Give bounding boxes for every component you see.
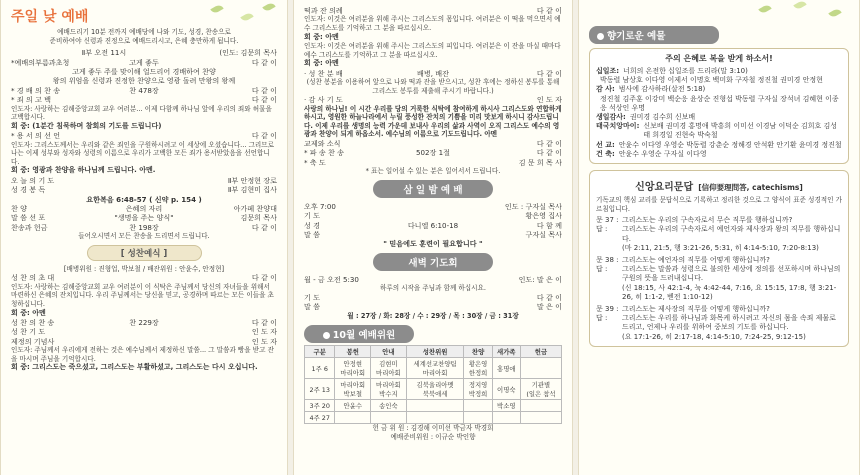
order-row-leader: 인 도 자 [251, 327, 277, 337]
order-row-content [91, 131, 197, 140]
table-cell: 안정현 마리아회 [335, 358, 371, 379]
order-row-leader: 아가페 찬양대 [233, 204, 277, 214]
order-row-content: 은혜의 자리 [125, 204, 163, 214]
page-title: 주일 낮 예배 [11, 9, 89, 25]
catechism-text: (마 2:11, 21:5, 행 3:21-26, 5:31, 히 4:14-5:10, 7:20-8:13) [622, 243, 819, 252]
catechism-text: 그리스도는 우리의 구속자로서 예언자와 제사장과 왕의 직무를 행하십니다. [622, 225, 841, 243]
order-row-leader: 다 같 이 [251, 318, 277, 328]
wednesday-sermon-title: " 믿음에도 훈련이 필요합니다 " [383, 239, 483, 249]
catechism-line [596, 333, 842, 342]
congregation-response: 회 중: 그리스도는 죽으셨고, 그리스도는 부활하셨고, 그리스도는 다시 오십니다. [11, 363, 258, 372]
order-row-label: 오 늘 의 기 도 [11, 175, 55, 185]
catechism-subtitle: [信仰要理問答, catechisms] [698, 183, 803, 193]
order-row-content: 찬 198장 [129, 222, 159, 232]
wednesday-row-leader: 다 함 께 [536, 220, 562, 230]
catechism-label [596, 244, 622, 253]
order-row-label: * 죄 의 고 백 [11, 95, 51, 105]
offering-category: 건 축: [596, 149, 615, 158]
bulletin-page-3 [578, 0, 860, 475]
wednesday-row-label: 말 씀 [304, 230, 320, 239]
dawn-row-label: 기 도 [304, 292, 320, 302]
offering-category: 선 교: [596, 140, 615, 149]
order-row-leader: 인 도 자 [536, 95, 562, 105]
order-row-leader [235, 76, 277, 85]
table-cell: 1주 6 [305, 358, 335, 379]
wednesday-row-content: 다니엘 6:10-18 [407, 220, 459, 230]
order-row-leader: 다 같 이 [251, 273, 277, 283]
order-row [304, 148, 562, 157]
order-row-leader: 인 도 자 [251, 336, 277, 346]
prep-committee: 예배준비위원 : 이규순 박인향 [390, 432, 476, 441]
order-row [11, 58, 277, 67]
order-row-leader: 다 같 이 [251, 222, 277, 232]
order-row-label [11, 76, 53, 85]
table-cell [492, 412, 520, 424]
offering-names: 범사에 감사하라(살전 5:18) [618, 85, 706, 94]
order-row-content [384, 6, 482, 15]
dawn-row [304, 302, 562, 311]
bread-text: 인도자: 이것은 여러분을 위해 주시는 그리스도의 몸입니다. 여러분은 이 떡을 먹으면서 예수 그리스도를 기억하고 그 분을 따르십시오. [304, 15, 561, 32]
wednesday-row-label: 기 도 [304, 211, 320, 221]
dawn-row-content [384, 302, 482, 311]
order-row [304, 95, 562, 104]
offering-names: 권미경 김수희 신보배 [629, 113, 696, 122]
offering-names: 안윤수 이다영 우영순 박동렬 강춘순 정해경 안석환 안기환 윤미경 정진철 [618, 140, 842, 149]
catechism-line [596, 305, 842, 314]
order-row-leader [216, 67, 277, 76]
table-cell: 마리아회 박보철 [335, 379, 371, 400]
order-row-label [11, 67, 72, 76]
bullet-icon [597, 33, 604, 40]
order-row-label: 찬 양 [11, 204, 27, 214]
offering-committee: 헌 금 위 원 : 김경해 이미선 박금자 박경희 [372, 424, 494, 433]
table-cell: 3주 20 [305, 400, 335, 412]
catechism-text: 그리스도는 우리의 구속자로서 무슨 직무를 행하십니까? [622, 216, 793, 225]
order-row-leader: 다 같 이 [251, 131, 277, 141]
order-row-label: 찬송과 헌금 [11, 222, 48, 232]
order-row [11, 204, 277, 213]
intro-line: 준비하여야 신령과 진정으로 예배드리시고, 은혜 충만하게 됩니다. [49, 36, 239, 45]
order-row-leader: 김 문 희 목 사 [518, 157, 562, 167]
order-row-leader: 김문희 목사 [240, 213, 277, 223]
offerings-subtitle: 주의 은혜로 복을 받게 하소서! [665, 54, 773, 63]
offering-category: 십일조: [596, 67, 620, 75]
offering-entry [596, 67, 842, 76]
wednesday-row-content [384, 230, 482, 239]
catechism-label: 답 : [596, 314, 608, 323]
section-header-wednesday: 삼 일 밤 예 배 [373, 180, 493, 198]
intro-line: 예배드리기 10분 전까지 예배당에 나와 기도, 성경, 찬송으로 [57, 28, 231, 36]
dawn-row-leader: 말 은 이 [536, 302, 562, 312]
order-row-label: 제정의 기념사 [11, 336, 55, 346]
dawn-row [304, 275, 562, 284]
table-header: 헌금 [520, 346, 561, 358]
order-row-label: 성 찬 의 초 대 [11, 273, 55, 283]
order-row-label: * 축 도 [304, 157, 326, 167]
order-row-content: "생명을 주는 양식" [114, 213, 174, 223]
memorial-text: 인도자: 주님께서 우리에게 전하는 것은 예수님께서 제정하신 말씀... 그 말씀과 빵을 받고 잔을 마시며 주님을 기억합시다. [11, 346, 274, 363]
order-row [11, 273, 277, 282]
order-row-label: * 용 서 의 선 언 [11, 131, 61, 141]
order-row-content: 고게 좋두 [129, 57, 159, 67]
order-row-label: 말 씀 선 포 [11, 213, 46, 223]
order-row-content [384, 139, 482, 148]
catechism-label [596, 284, 622, 302]
table-row [305, 358, 562, 379]
bulletin-page-1 [0, 0, 288, 475]
wednesday-row [304, 221, 562, 230]
table-cell: 김북울리아멧 북북애세 [406, 379, 464, 400]
order-row-leader: 다 같 이 [251, 85, 277, 95]
order-row-label: 떡과 잔 의례 [304, 6, 343, 15]
section-header-dawn: 새벽 기도회 [373, 253, 493, 271]
table-row [305, 400, 562, 412]
order-row-leader: 다 같 이 [251, 57, 277, 67]
dawn-note: 하루의 시작을 주님과 함께 하십시요. [379, 284, 487, 293]
pardon-text: 인도자: 그리스도께서는 우리와 같은 죄인을 구원하시려고 이 세상에 오셨습니다... 그리므로 나는 이제 성부와 성자와 성령의 이름으로 우리가 고백한 모든 죄가 용서받았음을 선언합니다. [11, 140, 275, 166]
congregation-response: 회 중: 영광과 찬양을 하나님께 드립니다. 아멘. [11, 166, 156, 175]
congregation-response: 회 중: 아멘 [304, 59, 339, 68]
catechism-line [596, 265, 842, 283]
order-row-leader: 다 같 이 [536, 68, 562, 78]
offering-category: 생일감사: [596, 113, 626, 122]
bulletin-page-2 [293, 0, 573, 475]
order-row-label: · 성 찬 분 배 [304, 68, 343, 78]
wednesday-row-leader: 황은영 집사 [525, 211, 562, 221]
offering-entry [596, 95, 842, 113]
dawn-row-label: 월 - 금 오전 5:30 [304, 274, 359, 284]
dawn-row [304, 293, 562, 302]
order-row-label: 성 찬 기 도 [11, 327, 46, 337]
communion-committee: [배병위원 : 진형업, 박보철 / 배잔위원 : 안윤수, 안정현] [63, 264, 225, 273]
wednesday-row-content [384, 211, 482, 220]
order-row-leader: 다 같 이 [251, 95, 277, 105]
table-cell [520, 412, 561, 424]
dawn-row-leader: 다 같 이 [536, 292, 562, 302]
offering-entry [596, 85, 842, 94]
table-header: 구분 [305, 346, 335, 358]
october-title: 10월 예배위원 [332, 330, 396, 342]
table-cell [335, 412, 371, 424]
offering-note: 들어오시면서 모든 찬송을 드리면서 드립니다. [78, 232, 210, 241]
table-header: 봉헌 [335, 346, 371, 358]
catechism-text: (신 18:15, 사 42:1-4, 눅 4:42-44, 7:16, 요 15:15, 17:8, 행 3:21-26, 히 1:1-2, 벧전 1:10-12) [622, 283, 837, 301]
table-cell: 2주 13 [305, 379, 335, 400]
table-cell: 기관별 (일은 참석 [520, 379, 561, 400]
order-row-label: * 경 배 의 찬 송 [11, 85, 61, 95]
offering-entry [596, 141, 842, 150]
table-header: 새가족 [492, 346, 520, 358]
order-row-content: 배병, 배잔 [417, 68, 449, 78]
offering-entry [596, 150, 842, 159]
order-row-content [91, 95, 197, 104]
wednesday-row-leader: 구자실 목사 [525, 230, 562, 239]
scripture-reference: 요한복음 6:48-57 ( 신약 p. 154 ) [86, 194, 202, 204]
catechism-label: 답 : [596, 225, 608, 234]
section-header-offerings [589, 26, 719, 44]
wednesday-row [304, 230, 562, 239]
catechism-text: 그리스도는 말씀과 성령으로 불의한 세상에 정의를 선포하시며 하나님의 구원의 뜻을 드러내십니다. [622, 265, 841, 283]
table-cell: 황은영 한정희 [464, 358, 492, 379]
wednesday-row [304, 202, 562, 211]
order-row [11, 327, 277, 336]
table-cell [520, 358, 561, 379]
order-row-content [91, 185, 197, 194]
offering-names: 정진철 김주훈 이강미 백순응 윤상순 진형섭 박동렬 구자실 장석녀 김혜현 이종응 석상인 우명 [600, 94, 839, 112]
congregation-response: 회 중: 아멘 [11, 308, 46, 317]
order-row [11, 185, 277, 194]
offering-names: 너희의 온전한 십일조를 드리라(말 3:10) [623, 67, 748, 75]
order-row [11, 131, 277, 140]
order-row-content: 502장 1절 [415, 148, 450, 158]
distribution-note: (성찬 봉분을 이용하여 앞으로 나와 떡과 잔을 받으시고, 성찬 후에는 정하신 봉투를 통해 그리스도 봉투를 제출해 주시기 바랍니다.) [306, 78, 560, 95]
table-cell: 송인숙 [371, 400, 407, 412]
catechism-line [596, 284, 842, 302]
catechism-text: 그리스도는 제사장의 직무를 어떻게 행하십니까? [622, 305, 770, 314]
table-cell [520, 400, 561, 412]
dawn-schedule: 월 : 27장 / 화: 28장 / 수 : 29장 / 목 : 30장 / 금 : 31장 [347, 311, 519, 320]
offering-category: 태국치앙마이: [596, 122, 640, 131]
congregation-response: 회 중: 아멘 [304, 32, 339, 41]
order-row [304, 158, 562, 167]
order-row [11, 213, 277, 222]
wednesday-row [304, 211, 562, 220]
catechism-label [596, 333, 622, 342]
order-row [11, 95, 277, 104]
order-row-leader: 다 같 이 [536, 6, 562, 15]
order-row-content [384, 95, 482, 104]
wednesday-row-content [384, 202, 482, 211]
dawn-row-content [384, 275, 482, 284]
order-row-leader: 다 같 이 [536, 138, 562, 148]
congregation-response: 회 중: (1분간 침묵하며 참회의 기도를 드립니다) [11, 121, 162, 130]
table-cell: 4주 27 [305, 412, 335, 424]
section-header-october [304, 325, 414, 343]
order-row-content [91, 327, 197, 336]
order-row-label: 성 찬 의 찬 송 [11, 318, 55, 328]
order-row-content [384, 158, 482, 167]
order-row [304, 69, 562, 78]
catechism-title: 신앙요리문답 [635, 182, 694, 194]
order-row-content [91, 337, 197, 346]
order-row-label: *예배의부름과초청 [11, 57, 70, 67]
table-row [305, 412, 562, 424]
table-cell: 마리아회 박수지 [371, 379, 407, 400]
invitation-text: 인도자: 사랑하는 김해중앙교회 교우 여러분이 이 식탁은 주님께서 당신의 자녀들을 위해서 마련하신 은혜의 잔치입니다. 우리 주님께서는 당신을 믿고, 공경하며 따르는 모든 이들을 초청하십니다. [11, 282, 274, 309]
order-row-content: 고게 좋두 주를 맞이해 얼드리어 경배하여 찬양 [72, 67, 216, 76]
standing-note: * 표는 일어설 수 있는 분은 일어서서 드립니다. [365, 167, 501, 176]
catechism-text: 그리스도는 우리를 하나님과 화목케 하시려고 자신의 몸을 속죄 제물로 드리고, 언제나 우리를 위하여 중보의 기도를 하십니다. [622, 314, 836, 332]
table-cell: 안윤수 [335, 400, 371, 412]
cup-text: 인도자: 이것은 여러분을 위해 주시는 그리스도의 피입니다. 여러분은 이 잔을 마실 때마다 예수 그리스도를 기억하고 그 분을 따르십시오. [304, 42, 561, 59]
order-row [304, 6, 562, 15]
order-row-leader: 다 같 이 [536, 148, 562, 158]
order-row-leader: Ⅱ부 안정현 장로 [227, 175, 277, 185]
order-row-label: 성 경 봉 독 [11, 185, 46, 195]
bullet-icon [323, 332, 330, 339]
table-header: 성찬위원 [406, 346, 464, 358]
order-row [11, 176, 277, 185]
table-cell [406, 412, 464, 424]
table-cell: 홍명애 [492, 358, 520, 379]
table-cell: 세계선교찬양팀 마리아회 [406, 358, 464, 379]
offering-category: 감 사: [596, 85, 615, 94]
catechism-line [596, 225, 842, 243]
order-row-label: · 감 사 기 도 [304, 95, 343, 105]
table-cell: 김현미 마리아회 [371, 358, 407, 379]
table-cell: 정지영 박정희 [464, 379, 492, 400]
offering-entry [596, 122, 842, 140]
catechism-label: 문 37 : [596, 216, 619, 225]
order-row [11, 223, 277, 232]
confession-text: 인도자: 사랑하는 김해중앙교회 교우 여러분... 이제 다함께 하나님 앞에 우리의 죄와 허물을 고백합시다. [11, 104, 272, 122]
catechism-intro: 기독교의 핵심 교리를 문답식으로 기록하고 정리한 것으로 그 양식이 표준 성경적인 가르침입니다. [596, 196, 842, 213]
catechism-text: 그리스도는 예언자의 직무를 어떻게 행하십니까? [622, 256, 770, 265]
order-row-content: 왕의 위엄을 신령과 진정한 찬양으로 영광 돌려 만왕의 왕께 [52, 76, 236, 86]
dawn-row-label: 말 씀 [304, 302, 320, 312]
order-row [11, 318, 277, 327]
dawn-row-leader: 인도: 말 은 이 [518, 274, 562, 284]
thanksgiving-prayer: 사랑의 하나님! 이 시간 우리를 당의 거룩한 식탁에 참여하게 하시사 그리스도와 연합하게 하시고, 영원한 하늘나라에서 누릴 풍성한 잔치의 기쁨을 미리 맛보게 하시니 감사드립니다. 이제 우리를 생명의 능력 가운데 보내사 우리의 삶과 사역이 오직 그리스도 예수의 영광과 찬양이 되게 하옵소서. 예수님의 이름으로 기도드립니다. 아멘 [304, 104, 562, 139]
order-row-content [91, 176, 197, 185]
order-row-content [91, 273, 197, 282]
october-committee-table [304, 345, 562, 424]
catechism-label: 답 : [596, 265, 608, 274]
order-row-label: 교제와 소식 [304, 138, 341, 148]
table-row [305, 379, 562, 400]
order-row [11, 67, 277, 76]
table-cell: 이명숙 [492, 379, 520, 400]
catechism-line [596, 244, 842, 253]
catechism-line [596, 314, 842, 332]
order-row [11, 86, 277, 95]
wednesday-row-label: 성 경 [304, 220, 320, 230]
catechism-label: 문 38 : [596, 256, 619, 265]
offering-names: 박동렬 남상호 이다영 이제서 이명호 백미화 구자철 정진철 권미경 안정현 [600, 76, 823, 85]
dawn-row-content [384, 293, 482, 302]
table-cell: 박소영 [492, 400, 520, 412]
table-cell [464, 412, 492, 424]
order-row [304, 139, 562, 148]
table-header: 안내 [371, 346, 407, 358]
order-row-label: * 파 송 찬 송 [304, 148, 344, 158]
table-cell [371, 412, 407, 424]
table-header: 찬양 [464, 346, 492, 358]
offering-names: 안윤수 우영순 구자실 이다영 [618, 149, 707, 158]
order-row-content: 찬 478장 [129, 85, 159, 95]
table-cell [464, 400, 492, 412]
wednesday-row-label: 오후 7:00 [304, 201, 336, 211]
table-cell [406, 400, 464, 412]
order-row-content: 찬 229장 [129, 318, 159, 328]
order-row [11, 76, 277, 85]
wednesday-row-leader: 인도 : 구자실 목사 [504, 201, 562, 211]
offering-entry [596, 113, 842, 122]
service-leader: (인도: 김문희 목사 [219, 48, 277, 58]
offering-names: 신보배 권미경 홍명애 박흥희 이미선 이경남 이덕순 김희호 김성태 희경일 진현숙 박숙철 [643, 122, 837, 140]
section-header-communion: [ 성찬예식 ] [87, 245, 202, 261]
order-row-leader: Ⅱ부 김현미 집사 [227, 185, 277, 195]
order-row [11, 337, 277, 346]
catechism-text: (요 17:1-26, 히 2:17-18, 4:14-5:10, 7:24-25, 9:12-15) [622, 332, 806, 341]
catechism-line [596, 256, 842, 265]
catechism-label: 문 39 : [596, 305, 619, 314]
offerings-title: 향기로운 예물 [607, 31, 666, 42]
service-hour: Ⅱ부 오전 11시 [81, 48, 127, 58]
